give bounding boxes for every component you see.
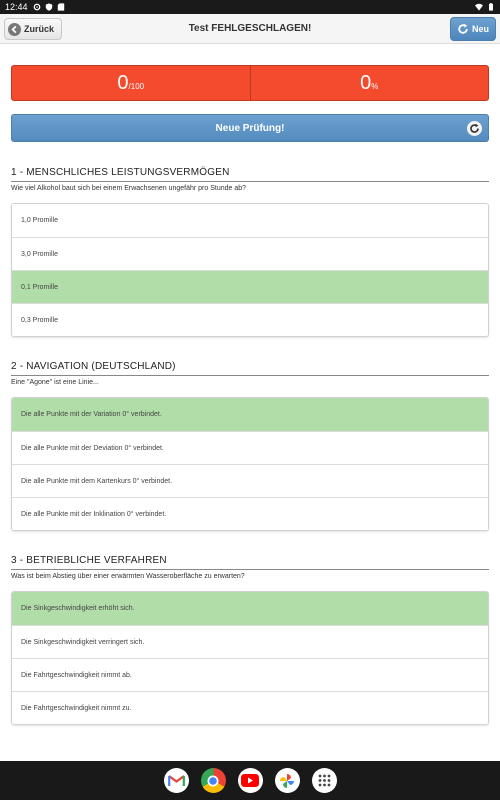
youtube-icon[interactable] bbox=[238, 768, 263, 793]
chrome-icon[interactable] bbox=[201, 768, 226, 793]
answer-option[interactable]: Die Fahrtgeschwindigkeit nimmt ab. bbox=[12, 658, 488, 691]
refresh-icon bbox=[467, 121, 482, 136]
answer-list bbox=[11, 591, 489, 725]
status-time: 12:44 bbox=[5, 2, 28, 12]
new-label: Neu bbox=[471, 24, 489, 34]
answer-option[interactable]: Die Sinkgeschwindigkeit verringert sich. bbox=[12, 625, 488, 658]
sd-card-icon bbox=[57, 3, 65, 11]
page-title: Test FEHLGESCHLAGEN! bbox=[188, 23, 312, 34]
taskbar-dock bbox=[0, 761, 500, 800]
answer-option[interactable]: 3,0 Promille bbox=[12, 237, 488, 270]
back-button[interactable] bbox=[4, 18, 62, 40]
answer-option-correct[interactable]: Die Sinkgeschwindigkeit erhöht sich. bbox=[12, 592, 488, 625]
question-text: Wie viel Alkohol baut sich bei einem Erwachsenen ungefähr pro Stunde ab? bbox=[11, 185, 247, 192]
gmail-icon[interactable] bbox=[164, 768, 189, 793]
new-exam-button[interactable] bbox=[11, 114, 489, 142]
new-exam-label: Neue Prüfung! bbox=[215, 122, 285, 134]
percent-unit: % bbox=[371, 82, 379, 91]
percent-value: 0 bbox=[360, 71, 372, 94]
score-banner bbox=[11, 65, 489, 101]
points-value: 0 bbox=[117, 71, 129, 94]
status-bar bbox=[0, 0, 500, 14]
score-percent bbox=[250, 66, 489, 100]
status-icons bbox=[33, 3, 65, 11]
question-title: 2 - NAVIGATION (DEUTSCHLAND) bbox=[11, 361, 489, 376]
answer-option[interactable]: Die alle Punkte mit der Deviation 0° verbindet. bbox=[12, 431, 488, 464]
question-text: Was ist beim Abstieg über einer erwärmten Wasseroberfläche zu erwarten? bbox=[11, 573, 245, 580]
question-title: 3 - BETRIEBLICHE VERFAHREN bbox=[11, 555, 489, 570]
question-text: Eine "Agone" ist eine Linie... bbox=[11, 379, 99, 386]
wifi-icon bbox=[475, 3, 483, 11]
answer-option[interactable]: 0,3 Promille bbox=[12, 303, 488, 336]
app-drawer-icon[interactable] bbox=[312, 768, 337, 793]
score-points bbox=[12, 66, 250, 100]
answer-option-correct[interactable]: 0,1 Promille bbox=[12, 270, 488, 303]
answer-option[interactable]: Die Fahrtgeschwindigkeit nimmt zu. bbox=[12, 691, 488, 724]
answer-option-correct[interactable]: Die alle Punkte mit der Variation 0° verbindet. bbox=[12, 398, 488, 431]
main-content bbox=[0, 65, 500, 725]
answer-option[interactable]: Die alle Punkte mit der Inklination 0° verbindet. bbox=[12, 497, 488, 530]
answer-option[interactable]: Die alle Punkte mit dem Kartenkurs 0° verbindet. bbox=[12, 464, 488, 497]
answer-list bbox=[11, 203, 489, 337]
question-block bbox=[11, 555, 489, 725]
points-max: /100 bbox=[128, 82, 145, 91]
back-label: Zurück bbox=[24, 24, 55, 34]
battery-icon bbox=[487, 3, 495, 11]
app-header bbox=[0, 14, 500, 44]
settings-icon bbox=[33, 3, 41, 11]
photos-icon[interactable] bbox=[275, 768, 300, 793]
new-button[interactable] bbox=[450, 17, 496, 41]
answer-list bbox=[11, 397, 489, 531]
question-block bbox=[11, 361, 489, 531]
status-right-icons bbox=[475, 3, 495, 11]
question-title: 1 - MENSCHLICHES LEISTUNGSVERMÖGEN bbox=[11, 167, 489, 182]
answer-option[interactable]: 1,0 Promille bbox=[12, 204, 488, 237]
refresh-icon bbox=[457, 23, 469, 35]
shield-icon bbox=[45, 3, 53, 11]
back-arrow-icon bbox=[8, 23, 21, 36]
question-block bbox=[11, 167, 489, 337]
